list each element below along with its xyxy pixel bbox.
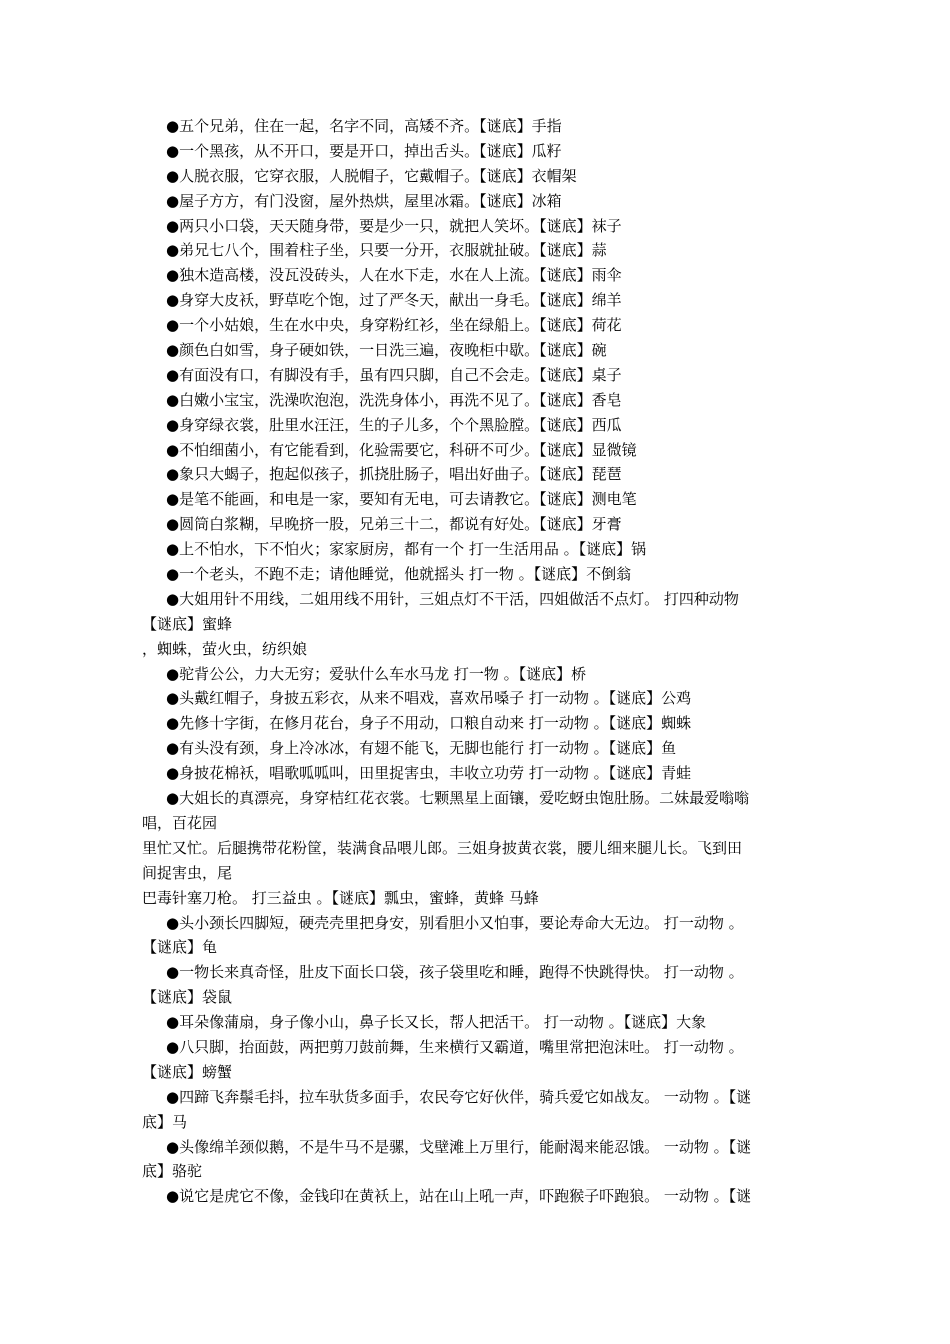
text-line: ●身穿绿衣裳，肚里水汪汪，生的子儿多，个个黑脸膛。【谜底】西瓜 [166, 415, 622, 434]
text-line: ●白嫩小宝宝，洗澡吹泡泡，洗洗身体小，再洗不见了。【谜底】香皂 [166, 390, 622, 409]
text-line: ●圆筒白浆糊，早晚挤一股，兄弟三十二，都说有好处。【谜底】牙膏 [166, 515, 622, 534]
text-line: ●一个老头，不跑不走；请他睡觉，他就摇头 打一物 。【谜底】不倒翁 [166, 565, 632, 584]
text-line: ●五个兄弟，住在一起，名字不同，高矮不齐。【谜底】手指 [166, 117, 562, 135]
text-line: 【谜底】螃蟹 [142, 1062, 233, 1081]
text-line: 【谜底】蜜蜂 [142, 614, 233, 633]
text-line: ●四蹄飞奔鬃毛抖，拉车驮货多面手，农民夸它好伙伴，骑兵爱它如战友。 一动物 。【谜 [166, 1087, 752, 1106]
text-line: ●上不怕水，下不怕火；家家厨房，都有一个 打一生活用品 。【谜底】锅 [166, 540, 647, 559]
text-line: 唱，百花园 [142, 813, 218, 832]
text-line: 间捉害虫，尾 [142, 863, 233, 882]
text-line: ●大姐长的真漂亮，身穿桔红花衣裳。七颗黑星上面镶，爱吃蚜虫饱肚肠。二妹最爱嗡嗡 [166, 789, 750, 808]
text-line: 巴毒针塞刀枪。 打三益虫 。【谜底】瓢虫，蜜蜂，黄蜂 马蜂 [142, 888, 539, 907]
text-line: 里忙又忙。后腿携带花粉筐，装满食品喂儿郎。三姐身披黄衣裳，腰儿细来腿儿长。飞到田 [142, 838, 743, 857]
text-line: ●头小颈长四脚短，硬壳壳里把身安，别看胆小又怕事，要论寿命大无边。 打一动物 。 [166, 913, 744, 932]
text-line: ●有头没有颈，身上冷冰冰，有翅不能飞，无脚也能行 打一动物 。【谜底】鱼 [166, 739, 677, 758]
text-line: 底】骆驼 [142, 1162, 203, 1181]
text-line: ●大姐用针不用线，二姐用线不用针，三姐点灯不干活，四姐做活不点灯。 打四种动物 [166, 589, 739, 608]
text-line: ●是笔不能画，和电是一家，要知有无电，可去请教它。【谜底】测电笔 [166, 490, 637, 509]
text-line: ●人脱衣服，它穿衣服，人脱帽子，它戴帽子。【谜底】衣帽架 [166, 166, 577, 185]
text-line: ，蜘蛛，萤火虫，纺织娘 [142, 639, 308, 658]
text-line: ●身披花棉袄，唱歌呱呱叫，田里捉害虫，丰收立功劳 打一动物 。【谜底】青蛙 [166, 764, 692, 783]
text-line: ●有面没有口，有脚没有手，虽有四只脚，自己不会走。【谜底】桌子 [166, 365, 622, 384]
text-line: ●一个黑孩，从不开口，要是开口，掉出舌头。【谜底】瓜籽 [166, 141, 562, 160]
text-line: ●耳朵像蒲扇，身子像小山，鼻子长又长，帮人把活干。 打一动物 。【谜底】大象 [166, 1013, 707, 1032]
text-line: ●象只大蝎子，抱起似孩子，抓挠肚肠子，唱出好曲子。【谜底】琵琶 [166, 465, 622, 484]
riddle-list [142, 114, 814, 1209]
text-line: ●颜色白如雪，身子硬如铁，一日洗三遍，夜晚柜中歇。【谜底】碗 [166, 341, 607, 360]
text-line: ●八只脚，抬面鼓，两把剪刀鼓前舞，生来横行又霸道，嘴里常把泡沫吐。 打一动物 。 [166, 1037, 744, 1056]
text-line: ●头像绵羊颈似鹅，不是牛马不是骡，戈壁滩上万里行，能耐渴来能忍饿。 一动物 。【谜 [166, 1137, 752, 1156]
text-line: ●不怕细菌小，有它能看到，化验需要它，科研不可少。【谜底】显微镜 [166, 440, 637, 459]
text-line: ●驼背公公，力大无穷；爱驮什么车水马龙 打一物 。【谜底】桥 [166, 664, 587, 683]
text-line: ●先修十字街，在修月花台，身子不用动，口粮自动来 打一动物 。【谜底】蜘蛛 [166, 714, 692, 733]
text-line: ●说它是虎它不像，金钱印在黄袄上，站在山上吼一声，吓跑猴子吓跑狼。 一动物 。【谜 [166, 1187, 752, 1206]
text-line: ●弟兄七八个，围着柱子坐，只要一分开，衣服就扯破。【谜底】蒜 [166, 241, 607, 260]
text-line: 【谜底】袋鼠 [142, 988, 233, 1007]
text-line: ●一个小姑娘，生在水中央，身穿粉红衫，坐在绿船上。【谜底】荷花 [166, 316, 622, 335]
text-line: ●身穿大皮袄，野草吃个饱，过了严冬天，献出一身毛。【谜底】绵羊 [166, 291, 622, 310]
text-line: ●独木造高楼，没瓦没砖头，人在水下走，水在人上流。【谜底】雨伞 [166, 266, 622, 285]
text-line: ●一物长来真奇怪，肚皮下面长口袋，孩子袋里吃和睡，跑得不快跳得快。 打一动物 。 [166, 963, 744, 982]
text-line: 底】马 [142, 1112, 188, 1131]
text-line: ●两只小口袋，天天随身带，要是少一只，就把人笑坏。【谜底】袜子 [166, 216, 622, 235]
text-line: 【谜底】龟 [142, 938, 218, 957]
text-line: ●屋子方方，有门没窗，屋外热烘，屋里冰霜。【谜底】冰箱 [166, 191, 562, 210]
text-line: ●头戴红帽子，身披五彩衣，从来不唱戏，喜欢吊嗓子 打一动物 。【谜底】公鸡 [166, 689, 692, 708]
